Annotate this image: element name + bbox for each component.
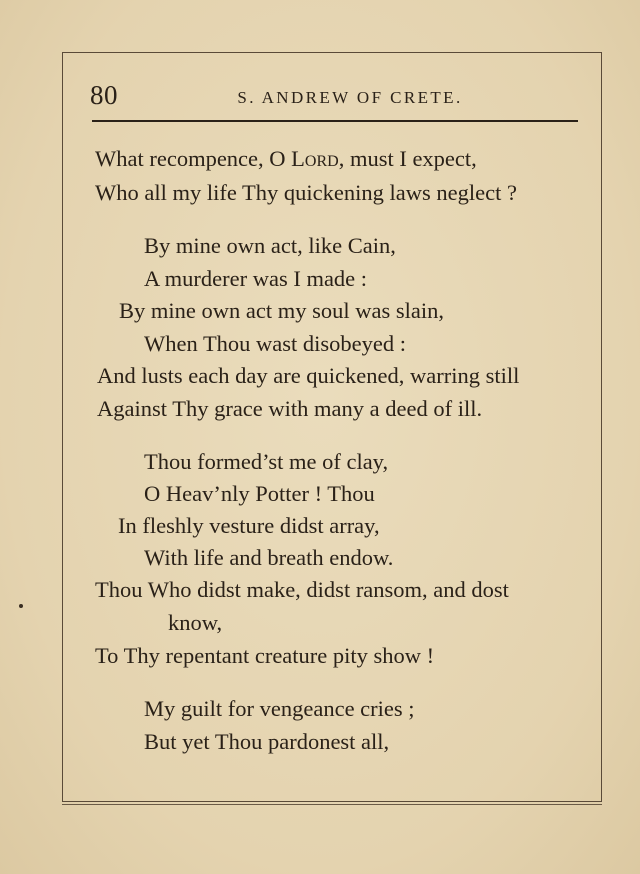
lord-small-caps: Lord — [291, 146, 339, 171]
poem-line: By mine own act my soul was slain, — [119, 298, 444, 323]
page-border-bottom-rule — [62, 804, 602, 805]
poem-line-text: , must I expect, — [338, 146, 477, 171]
poem-line: Who all my life Thy quickening laws neglect ? — [95, 180, 517, 205]
poem-line: My guilt for vengeance cries ; — [144, 696, 415, 721]
running-title: S. ANDREW OF CRETE. — [237, 88, 463, 107]
page-number: 80 — [90, 80, 118, 110]
ink-speck — [19, 604, 23, 608]
poem-line: By mine own act, like Cain, — [144, 233, 396, 258]
poem-line: To Thy repentant creature pity show ! — [95, 643, 435, 668]
poem-line: And lusts each day are quickened, warring still — [97, 363, 520, 388]
poem-line: But yet Thou pardonest all, — [144, 729, 390, 754]
poem-line: O Heav’nly Potter ! Thou — [144, 481, 375, 506]
page-header — [90, 78, 580, 114]
poem-line: Thou formed’st me of clay, — [144, 449, 389, 474]
poem-line: In fleshly vesture didst array, — [118, 513, 380, 538]
poem-line-text: What recompence, O — [95, 146, 292, 171]
poem-line: When Thou wast disobeyed : — [144, 331, 407, 356]
poem-line: know, — [168, 610, 223, 635]
poem-line: With life and breath endow. — [144, 545, 394, 570]
poem-line — [95, 146, 477, 172]
poem-line: A murderer was I made : — [144, 266, 368, 291]
poem-line: Thou Who didst make, didst ransom, and dost — [95, 577, 509, 602]
header-rule — [92, 120, 578, 122]
poem-line: Against Thy grace with many a deed of ill. — [97, 396, 483, 421]
